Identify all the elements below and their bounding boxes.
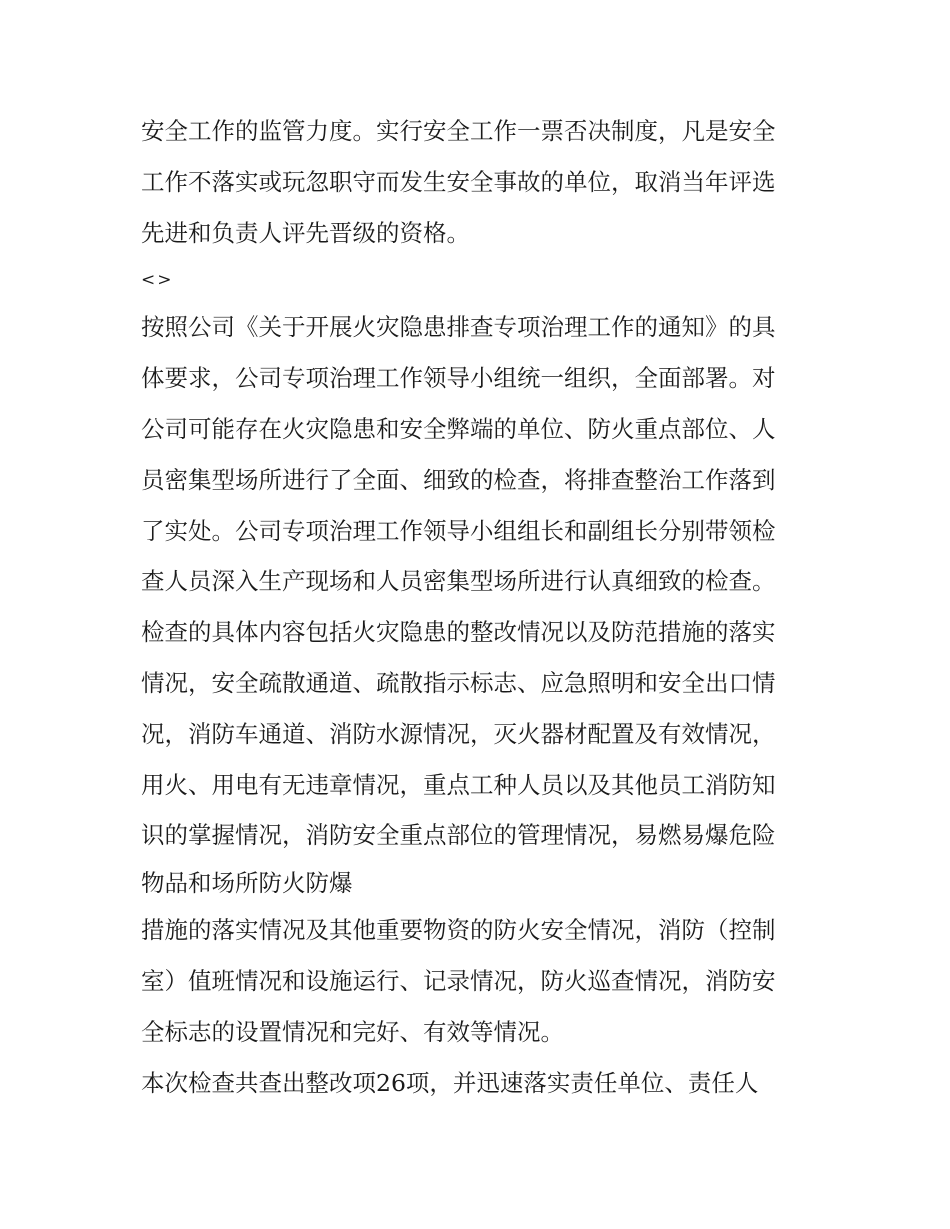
text-line: 了实处。公司专项治理工作领导小组组长和副组长分别带领检 [141, 516, 776, 545]
text-line: 查人员深入生产现场和人员密集型场所进行认真细致的检查。 [141, 567, 776, 596]
text-line: 按照公司《关于开展火灾隐患排查专项治理工作的通知》的具 [141, 313, 776, 342]
text-line: 情况，安全疏散通道、疏散指示标志、应急照明和安全出口情 [141, 668, 776, 697]
text-line: 先进和负责人评先晋级的资格。 [141, 218, 470, 247]
text-line: 公司可能存在火灾隐患和安全弊端的单位、防火重点部位、人 [141, 414, 776, 443]
text-line: 工作不落实或玩忽职守而发生安全事故的单位，取消当年评选 [141, 167, 776, 196]
text-line: 措施的落实情况及其他重要物资的防火安全情况，消防（控制 [141, 916, 776, 945]
text-line: 全标志的设置情况和完好、有效等情况。 [141, 1017, 564, 1046]
text-line: 体要求，公司专项治理工作领导小组统一组织，全面部署。对 [141, 364, 776, 393]
text-line: 况，消防车通道、消防水源情况，灭火器材配置及有效情况， [141, 719, 776, 748]
section-marker: <> [141, 270, 174, 291]
text-line: 室）值班情况和设施运行、记录情况，防火巡查情况，消防安 [141, 966, 776, 995]
document-body [141, 106, 816, 1108]
text-line: 本次检查共查出整改项26项，并迅速落实责任单位、责任人 [141, 1068, 759, 1097]
text-line: 用火、用电有无违章情况，重点工种人员以及其他员工消防知 [141, 770, 776, 799]
text-line: 员密集型场所进行了全面、细致的检查，将排查整治工作落到 [141, 465, 776, 494]
text-line: 物品和场所防火防爆 [141, 869, 353, 898]
text-line: 检查的具体内容包括火灾隐患的整改情况以及防范措施的落实 [141, 618, 776, 647]
text-line: 安全工作的监管力度。实行安全工作一票否决制度，凡是安全 [141, 117, 776, 145]
text-line: 识的掌握情况，消防安全重点部位的管理情况，易燃易爆危险 [141, 821, 776, 850]
